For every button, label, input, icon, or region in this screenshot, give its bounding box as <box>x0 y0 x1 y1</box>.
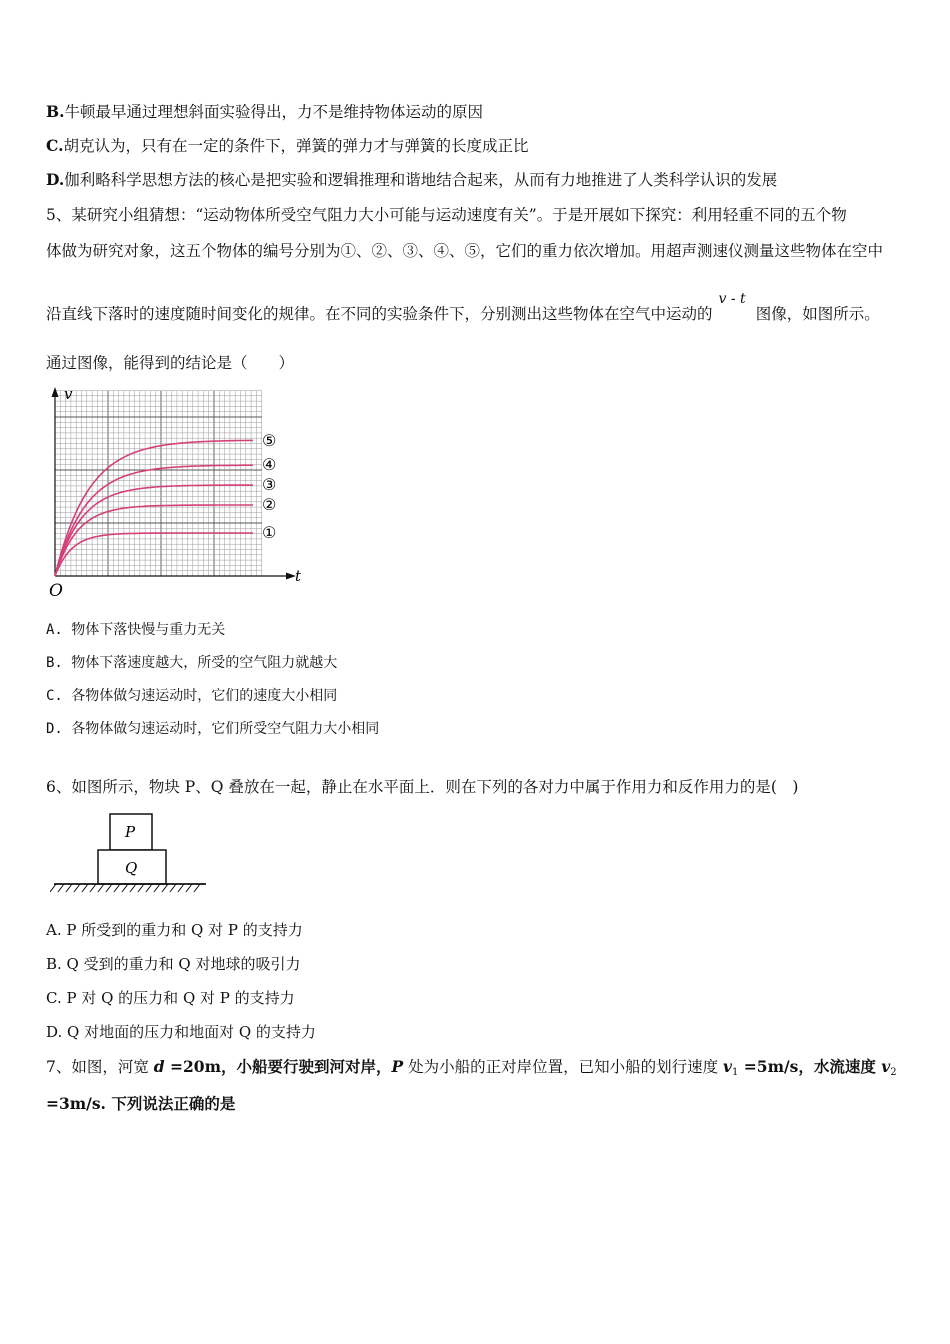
block-q-label: Q <box>125 859 138 877</box>
hatch-line <box>82 884 88 892</box>
q5-stem-line-4: 通过图像，能得到的结论是（ ） <box>46 354 295 372</box>
hatch-line <box>178 884 184 892</box>
q6-option-b: B. Q 受到的重力和 Q 对地球的吸引力 <box>46 955 301 973</box>
hatch-line <box>114 884 120 892</box>
option-text: 伽利略科学思想方法的核心是把实验和逻辑推理和谐地结合起来，从而有力地推进了人类科学认识的发展 <box>64 171 778 189</box>
q7-text: =5m/s，水流速度 <box>738 1057 882 1076</box>
q5-option-d: D. 各物体做匀速运动时，它们所受空气阻力大小相同 <box>46 721 380 737</box>
hatch-line <box>98 884 104 892</box>
q6-option-a: A. P 所受到的重力和 Q 对 P 的支持力 <box>46 921 303 939</box>
q5-stem-line-3a: 沿直线下落时的速度随时间变化的规律。在不同的实验条件下，分别测出这些物体在空气中运动的 <box>46 305 713 323</box>
vt-graph <box>40 383 320 603</box>
hatch-line <box>186 884 192 892</box>
graph-curves <box>55 440 253 576</box>
hatch-line <box>90 884 96 892</box>
q4-option-d <box>46 170 777 190</box>
q5-stem-line-3 <box>46 291 880 325</box>
q7-sub-2: 2 <box>890 1067 897 1078</box>
option-letter: D. <box>46 170 65 189</box>
y-axis-arrow-icon <box>52 387 59 397</box>
q6-stem: 6、如图所示，物块 P、Q 叠放在一起，静止在水平面上．则在下列的各对力中属于作用力和反作用力的是( ) <box>46 778 799 796</box>
y-axis-label: v <box>64 385 73 403</box>
option-letter: B. <box>46 102 65 121</box>
option-letter: C. <box>46 136 64 155</box>
vt-curve-1 <box>55 440 253 576</box>
q5-option-b: B. 物体下落速度越大，所受的空气阻力就越大 <box>46 655 338 671</box>
q7-text: 7、如图，河宽 <box>46 1058 154 1076</box>
q5-stem-line-2: 体做为研究对象，这五个物体的编号分别为①、②、③、④、⑤，它们的重力依次增加。用超声测速仪测量这些物体在空中 <box>46 242 884 260</box>
q5-stem-line-3b: 图像，如图所示。 <box>755 305 880 323</box>
q7-var-v1: v <box>723 1057 733 1076</box>
hatch-line <box>106 884 112 892</box>
q7-stem-line-1 <box>46 1057 897 1083</box>
q6-option-c: C. P 对 Q 的压力和 Q 对 P 的支持力 <box>46 989 295 1007</box>
q7-var-p: P <box>391 1057 404 1076</box>
vt-curve-5 <box>55 533 253 576</box>
q7-text: =20m，小船要行驶到河对岸， <box>164 1057 392 1076</box>
q5-stem-line-1: 5、某研究小组猜想：“运动物体所受空气阻力大小可能与运动速度有关”。于是开展如下探究：利用轻重不同的五个物 <box>46 206 847 224</box>
q7-stem-line-2: =3m/s. 下列说法正确的是 <box>46 1094 236 1113</box>
q4-option-b <box>46 102 483 122</box>
hatch-line <box>50 884 56 892</box>
graph-grid <box>55 391 262 577</box>
q5-option-c: C. 各物体做匀速运动时，它们的速度大小相同 <box>46 688 338 704</box>
vt-symbol: v - t <box>718 291 746 307</box>
q4-option-c <box>46 136 528 156</box>
q7-var-d: d <box>153 1057 165 1076</box>
hatch-line <box>170 884 176 892</box>
option-text: 牛顿最早通过理想斜面实验得出，力不是维持物体运动的原因 <box>64 103 484 121</box>
hatch-line <box>58 884 64 892</box>
hatch-line <box>146 884 152 892</box>
curve-label-5: ⑤ <box>262 431 277 450</box>
vt-curve-3 <box>55 485 253 576</box>
q6-option-d: D. Q 对地面的压力和地面对 Q 的支持力 <box>46 1023 316 1041</box>
vt-curve-2 <box>55 465 253 576</box>
curve-label-1: ① <box>262 523 277 542</box>
hatch-line <box>74 884 80 892</box>
curve-label-2: ② <box>262 495 277 514</box>
ground-hatching <box>50 884 200 892</box>
q7-sub-1: 1 <box>732 1067 739 1078</box>
q5-option-a: A. 物体下落快慢与重力无关 <box>46 622 226 638</box>
curve-label-3: ③ <box>262 475 277 494</box>
hatch-line <box>66 884 72 892</box>
hatch-line <box>194 884 200 892</box>
hatch-line <box>162 884 168 892</box>
hatch-line <box>130 884 136 892</box>
q7-text: 处为小船的正对岸位置，已知小船的划行速度 <box>403 1058 724 1076</box>
curve-label-4: ④ <box>262 455 277 474</box>
x-axis-label: t <box>295 567 302 585</box>
block-p-label: P <box>125 823 136 841</box>
graph-axes <box>52 387 297 580</box>
option-text: 胡克认为，只有在一定的条件下，弹簧的弹力才与弹簧的长度成正比 <box>63 137 529 155</box>
hatch-line <box>154 884 160 892</box>
hatch-line <box>122 884 128 892</box>
origin-label: O <box>49 581 63 601</box>
q7-var-v2: v <box>881 1057 891 1076</box>
hatch-line <box>138 884 144 892</box>
blocks-figure <box>50 808 210 898</box>
